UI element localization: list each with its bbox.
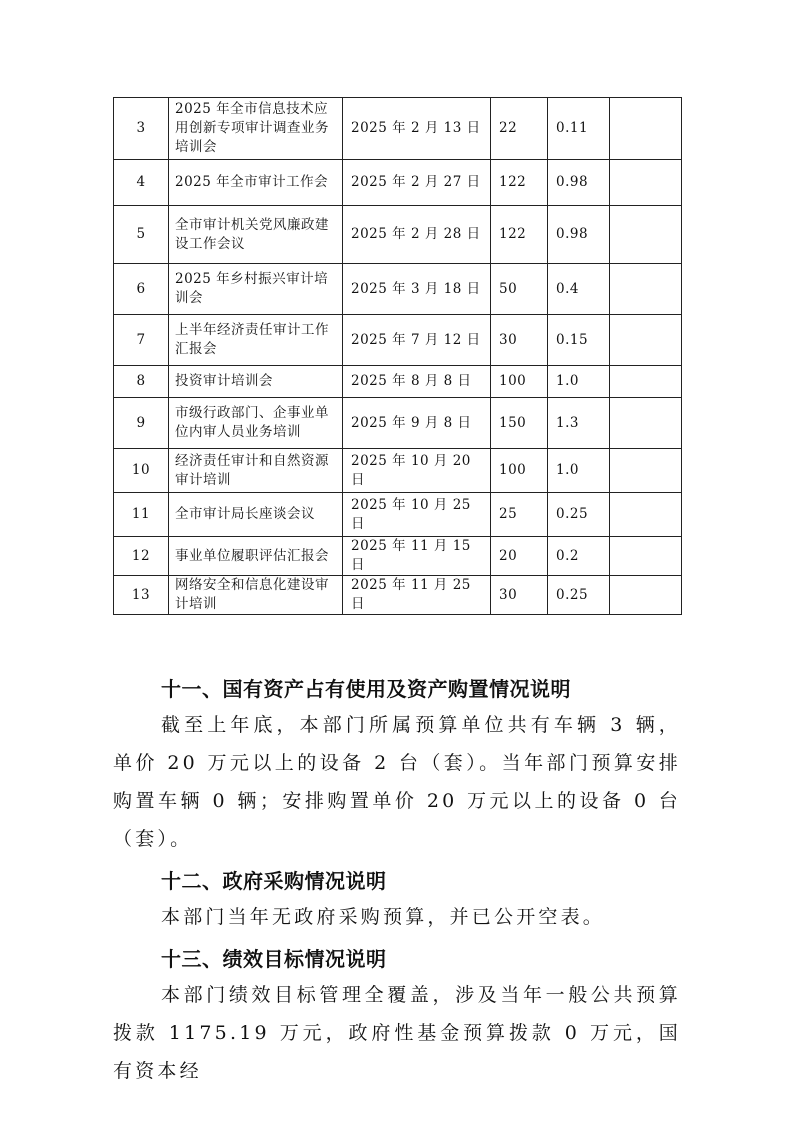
- cell-number: 11: [114, 493, 169, 537]
- cell-amount: 0.98: [548, 160, 610, 206]
- cell-date: 2025 年 10 月 25 日: [343, 493, 491, 537]
- cell-date: 2025 年 8 月 8 日: [343, 366, 491, 398]
- cell-number: 5: [114, 206, 169, 264]
- cell-attendees: 100: [491, 366, 548, 398]
- cell-date: 2025 年 2 月 13 日: [343, 98, 491, 160]
- cell-attendees: 50: [491, 264, 548, 315]
- section-body-procurement: 本部门当年无政府采购预算，并已公开空表。: [161, 906, 606, 928]
- section-heading-assets: 十一、国有资产占有使用及资产购置情况说明: [161, 677, 571, 701]
- cell-date: 2025 年 10 月 20 日: [343, 449, 491, 493]
- table-row: [114, 576, 682, 615]
- cell-amount: 0.11: [548, 98, 610, 160]
- cell-date: 2025 年 7 月 12 日: [343, 315, 491, 366]
- cell-meeting-name: 经济责任审计和自然资源审计培训: [169, 449, 343, 493]
- cell-remark: [610, 98, 682, 160]
- cell-number: 8: [114, 366, 169, 398]
- cell-attendees: 150: [491, 398, 548, 449]
- cell-number: 10: [114, 449, 169, 493]
- cell-number: 9: [114, 398, 169, 449]
- cell-attendees: 30: [491, 576, 548, 615]
- cell-date: 2025 年 3 月 18 日: [343, 264, 491, 315]
- cell-amount: 0.98: [548, 206, 610, 264]
- cell-amount: 0.4: [548, 264, 610, 315]
- cell-amount: 0.15: [548, 315, 610, 366]
- cell-remark: [610, 160, 682, 206]
- cell-date: 2025 年 2 月 27 日: [343, 160, 491, 206]
- cell-meeting-name: 网络安全和信息化建设审计培训: [169, 576, 343, 615]
- cell-meeting-name: 上半年经济责任审计工作汇报会: [169, 315, 343, 366]
- cell-attendees: 25: [491, 493, 548, 537]
- table-row: [114, 537, 682, 576]
- table-row: [114, 398, 682, 449]
- cell-meeting-name: 2025 年全市信息技术应用创新专项审计调查业务培训会: [169, 98, 343, 160]
- cell-meeting-name: 市级行政部门、企事业单位内审人员业务培训: [169, 398, 343, 449]
- cell-number: 12: [114, 537, 169, 576]
- table-row: [114, 366, 682, 398]
- cell-date: 2025 年 11 月 25 日: [343, 576, 491, 615]
- cell-attendees: 22: [491, 98, 548, 160]
- table-row: [114, 160, 682, 206]
- main-content: [113, 672, 681, 1090]
- table-row: [114, 98, 682, 160]
- table-body: [114, 98, 682, 615]
- cell-number: 7: [114, 315, 169, 366]
- cell-attendees: 122: [491, 206, 548, 264]
- cell-amount: 1.0: [548, 449, 610, 493]
- section-heading-procurement: 十二、政府采购情况说明: [161, 869, 387, 893]
- table-row: [114, 493, 682, 537]
- cell-number: 4: [114, 160, 169, 206]
- section-body-assets: 截至上年底，本部门所属预算单位共有车辆 3 辆，单价 20 万元以上的设备 2 台（套）。当年部门预算安排购置车辆 0 辆；安排购置单价 20 万元以上的设备 0 台（套）。: [113, 714, 681, 850]
- cell-remark: [610, 315, 682, 366]
- cell-remark: [610, 264, 682, 315]
- meeting-expense-table: [113, 97, 682, 615]
- cell-number: 6: [114, 264, 169, 315]
- table-row: [114, 315, 682, 366]
- cell-meeting-name: 全市审计局长座谈会议: [169, 493, 343, 537]
- cell-attendees: 100: [491, 449, 548, 493]
- table-row: [114, 264, 682, 315]
- cell-amount: 0.2: [548, 537, 610, 576]
- cell-number: 13: [114, 576, 169, 615]
- cell-meeting-name: 2025 年全市审计工作会: [169, 160, 343, 206]
- cell-date: 2025 年 9 月 8 日: [343, 398, 491, 449]
- cell-remark: [610, 398, 682, 449]
- cell-remark: [610, 493, 682, 537]
- cell-remark: [610, 576, 682, 615]
- cell-attendees: 30: [491, 315, 548, 366]
- table-row: [114, 206, 682, 264]
- cell-amount: 1.3: [548, 398, 610, 449]
- cell-amount: 0.25: [548, 576, 610, 615]
- cell-attendees: 20: [491, 537, 548, 576]
- cell-attendees: 122: [491, 160, 548, 206]
- cell-date: 2025 年 2 月 28 日: [343, 206, 491, 264]
- cell-remark: [610, 449, 682, 493]
- section-heading-performance: 十三、绩效目标情况说明: [161, 947, 387, 971]
- cell-remark: [610, 206, 682, 264]
- cell-number: 3: [114, 98, 169, 160]
- cell-amount: 1.0: [548, 366, 610, 398]
- cell-amount: 0.25: [548, 493, 610, 537]
- section-body-performance: 本部门绩效目标管理全覆盖，涉及当年一般公共预算拨款 1175.19 万元，政府性基金预算拨款 0 万元，国有资本经: [113, 984, 681, 1082]
- cell-meeting-name: 事业单位履职评估汇报会: [169, 537, 343, 576]
- cell-date: 2025 年 11 月 15 日: [343, 537, 491, 576]
- cell-meeting-name: 投资审计培训会: [169, 366, 343, 398]
- cell-remark: [610, 537, 682, 576]
- cell-meeting-name: 全市审计机关党风廉政建设工作会议: [169, 206, 343, 264]
- table-row: [114, 449, 682, 493]
- cell-remark: [610, 366, 682, 398]
- cell-meeting-name: 2025 年乡村振兴审计培训会: [169, 264, 343, 315]
